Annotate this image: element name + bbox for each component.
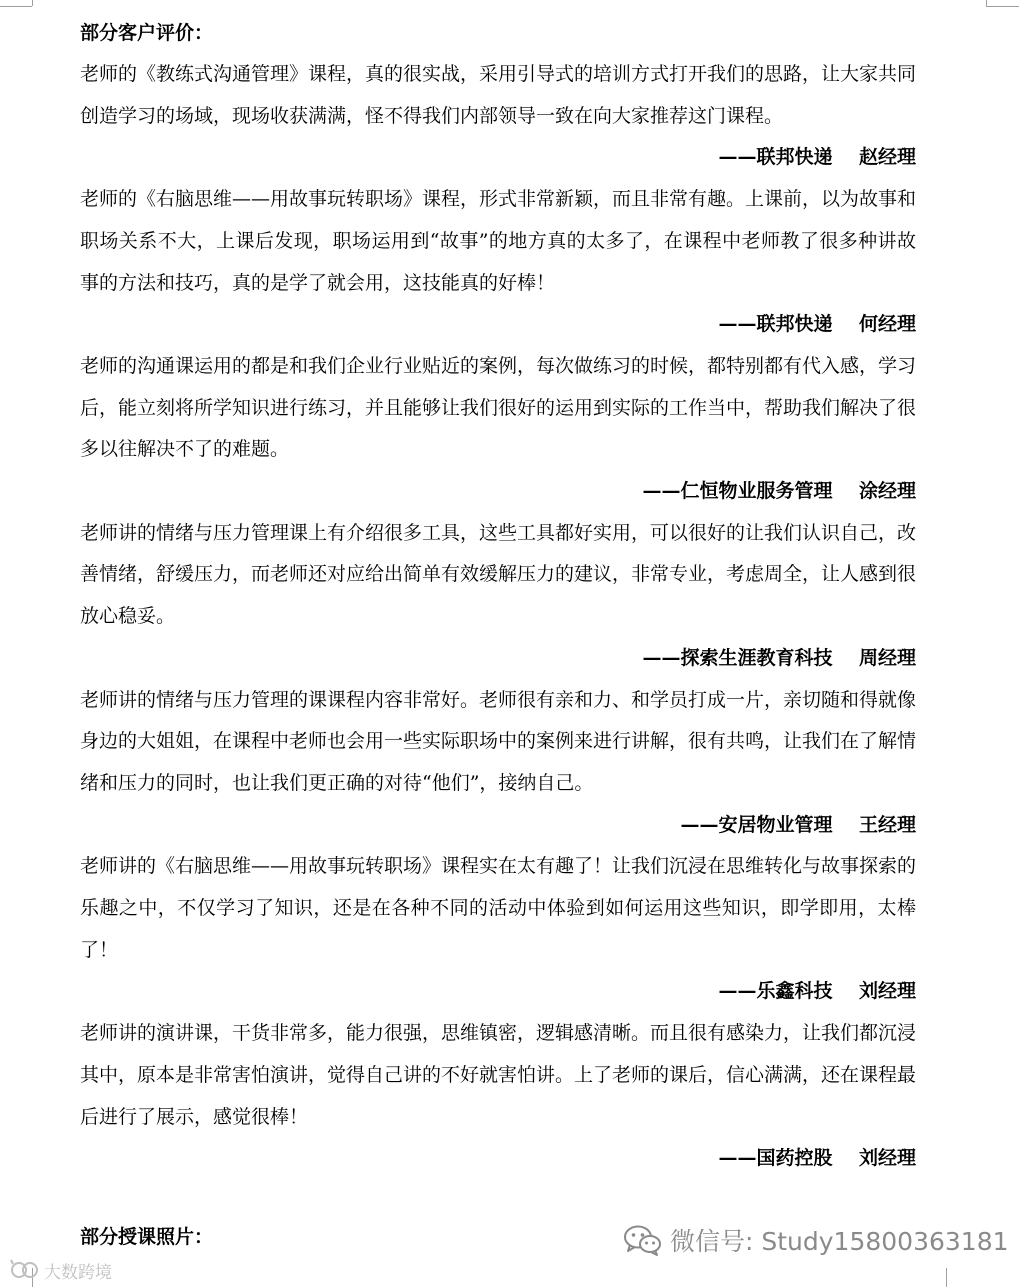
review-text: 老师讲的情绪与压力管理课上有介绍很多工具，这些工具都好实用，可以很好的让我们认识自己，改善情绪，舒缓压力，而老师还对应给出简单有效缓解压力的建议，非常专业，考虑周全，让人感到很放心稳妥。 bbox=[80, 521, 917, 628]
reviews-heading: 部分客户评价： bbox=[80, 22, 214, 44]
review-block bbox=[80, 179, 916, 346]
review-attribution: ——安居物业管理 王经理 bbox=[680, 813, 916, 836]
wechat-icon bbox=[622, 1223, 662, 1257]
review-block bbox=[80, 1013, 916, 1180]
review-block bbox=[80, 846, 916, 1013]
review-block bbox=[80, 346, 916, 513]
review-text: 老师的《教练式沟通管理》课程，真的很实战，采用引导式的培训方式打开我们的思路，让大家共同创造学习的场域，现场收获满满，怪不得我们内部领导一致在向大家推荐这门课程。 bbox=[80, 63, 917, 127]
review-block bbox=[80, 513, 916, 680]
review-attribution: ——乐鑫科技 刘经理 bbox=[718, 980, 916, 1003]
wechat-watermark bbox=[622, 1222, 1009, 1258]
crop-mark-top-left-side bbox=[0, 6, 32, 7]
review-text: 老师讲的演讲课，干货非常多，能力很强，思维镇密，逻辑感清晰。而且很有感染力，让我们都沉浸其中，原本是非常害怕演讲，觉得自己讲的不好就害怕讲。上了老师的课后，信心满满，还在课程最后进行了展示，感觉很棒！ bbox=[80, 1022, 917, 1128]
brand-name-text: 大数跨境 bbox=[44, 1262, 112, 1283]
brand-logo-icon bbox=[10, 1259, 40, 1281]
crop-mark-bottom-right bbox=[946, 1268, 947, 1287]
review-attribution: ——联邦快递 赵经理 bbox=[718, 146, 916, 169]
review-text: 老师的《右脑思维——用故事玩转职场》课程，形式非常新颖，而且非常有趣。上课前，以为故事和职场关系不大，上课后发现，职场运用到“故事”的地方真的太多了，在课程中老师教了很多种讲故事的方法和技巧，真的是学了就会用，这技能真的好棒！ bbox=[80, 188, 917, 294]
document-body bbox=[80, 12, 916, 1180]
brand-watermark bbox=[10, 1257, 112, 1283]
review-attribution: ——国药控股 刘经理 bbox=[718, 1147, 916, 1170]
review-attribution: ——联邦快递 何经理 bbox=[718, 313, 916, 336]
crop-mark-top-left bbox=[32, 0, 33, 6]
review-block bbox=[80, 680, 916, 847]
review-block bbox=[80, 54, 916, 179]
crop-mark-top-right-side bbox=[986, 6, 1019, 7]
review-text: 老师讲的《右脑思维——用故事玩转职场》课程实在太有趣了！让我们沉浸在思维转化与故事探索的乐趣之中，不仅学习了知识，还是在各种不同的活动中体验到如何运用这些知识，即学即用，太棒了！ bbox=[80, 855, 917, 961]
review-attribution: ——探索生涯教育科技 周经理 bbox=[642, 646, 916, 669]
review-attribution: ——仁恒物业服务管理 涂经理 bbox=[642, 480, 916, 503]
photos-heading: 部分授课照片： bbox=[80, 1226, 214, 1248]
wechat-id-text: 微信号: Study15800363181 bbox=[670, 1227, 1009, 1256]
review-text: 老师讲的情绪与压力管理的课课程内容非常好。老师很有亲和力、和学员打成一片，亲切随和得就像身边的大姐姐，在课程中老师也会用一些实际职场中的案例来进行讲解，很有共鸣，让我们在了解情绪和压力的同时，也让我们更正确的对待“他们”，接纳自己。 bbox=[80, 688, 917, 794]
review-text: 老师的沟通课运用的都是和我们企业行业贴近的案例，每次做练习的时候，都特别都有代入感，学习后，能立刻将所学知识进行练习，并且能够让我们很好的运用到实际的工作当中，帮助我们解决了很多以往解决不了的难题。 bbox=[80, 354, 917, 461]
